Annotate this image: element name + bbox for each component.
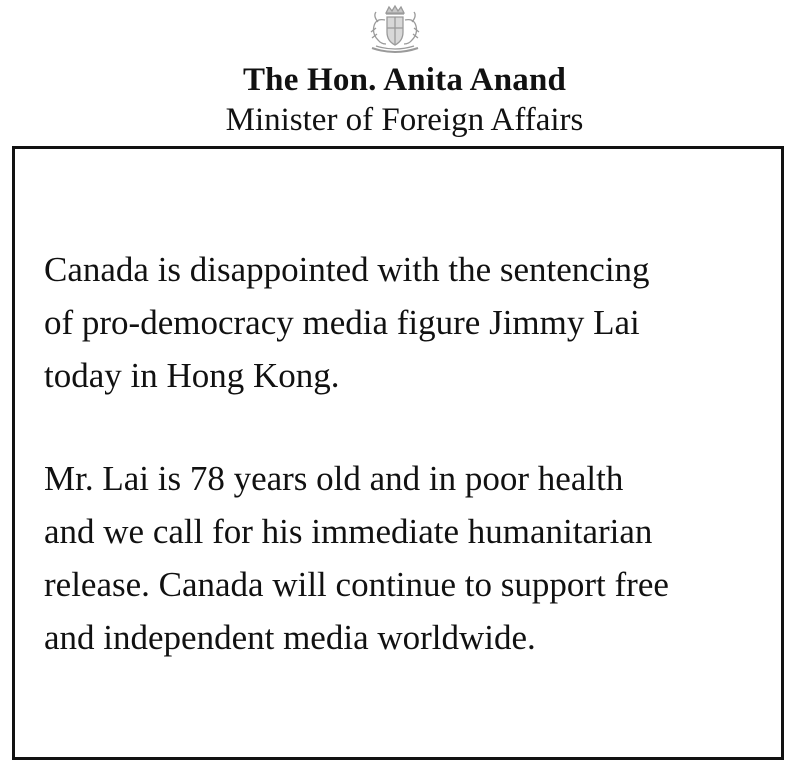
statement-line: of pro-democracy media figure Jimmy Lai [44,303,640,342]
statement-line: Mr. Lai is 78 years old and in poor health [44,459,624,498]
coat-of-arms-icon [362,4,428,56]
minister-name: The Hon. Anita Anand [242,62,567,98]
statement-line: and independent media worldwide. [44,618,536,657]
statement-box [12,146,784,760]
statement-line: release. Canada will continue to support free [44,565,669,604]
statement-line: today in Hong Kong. [44,356,340,395]
statement-paragraph-2 [44,452,669,664]
statement-paragraph-1 [44,243,650,402]
statement-line: and we call for his immediate humanitarian [44,512,653,551]
minister-title: Minister of Foreign Affairs [225,102,584,138]
statement-line: Canada is disappointed with the sentencing [44,250,650,289]
